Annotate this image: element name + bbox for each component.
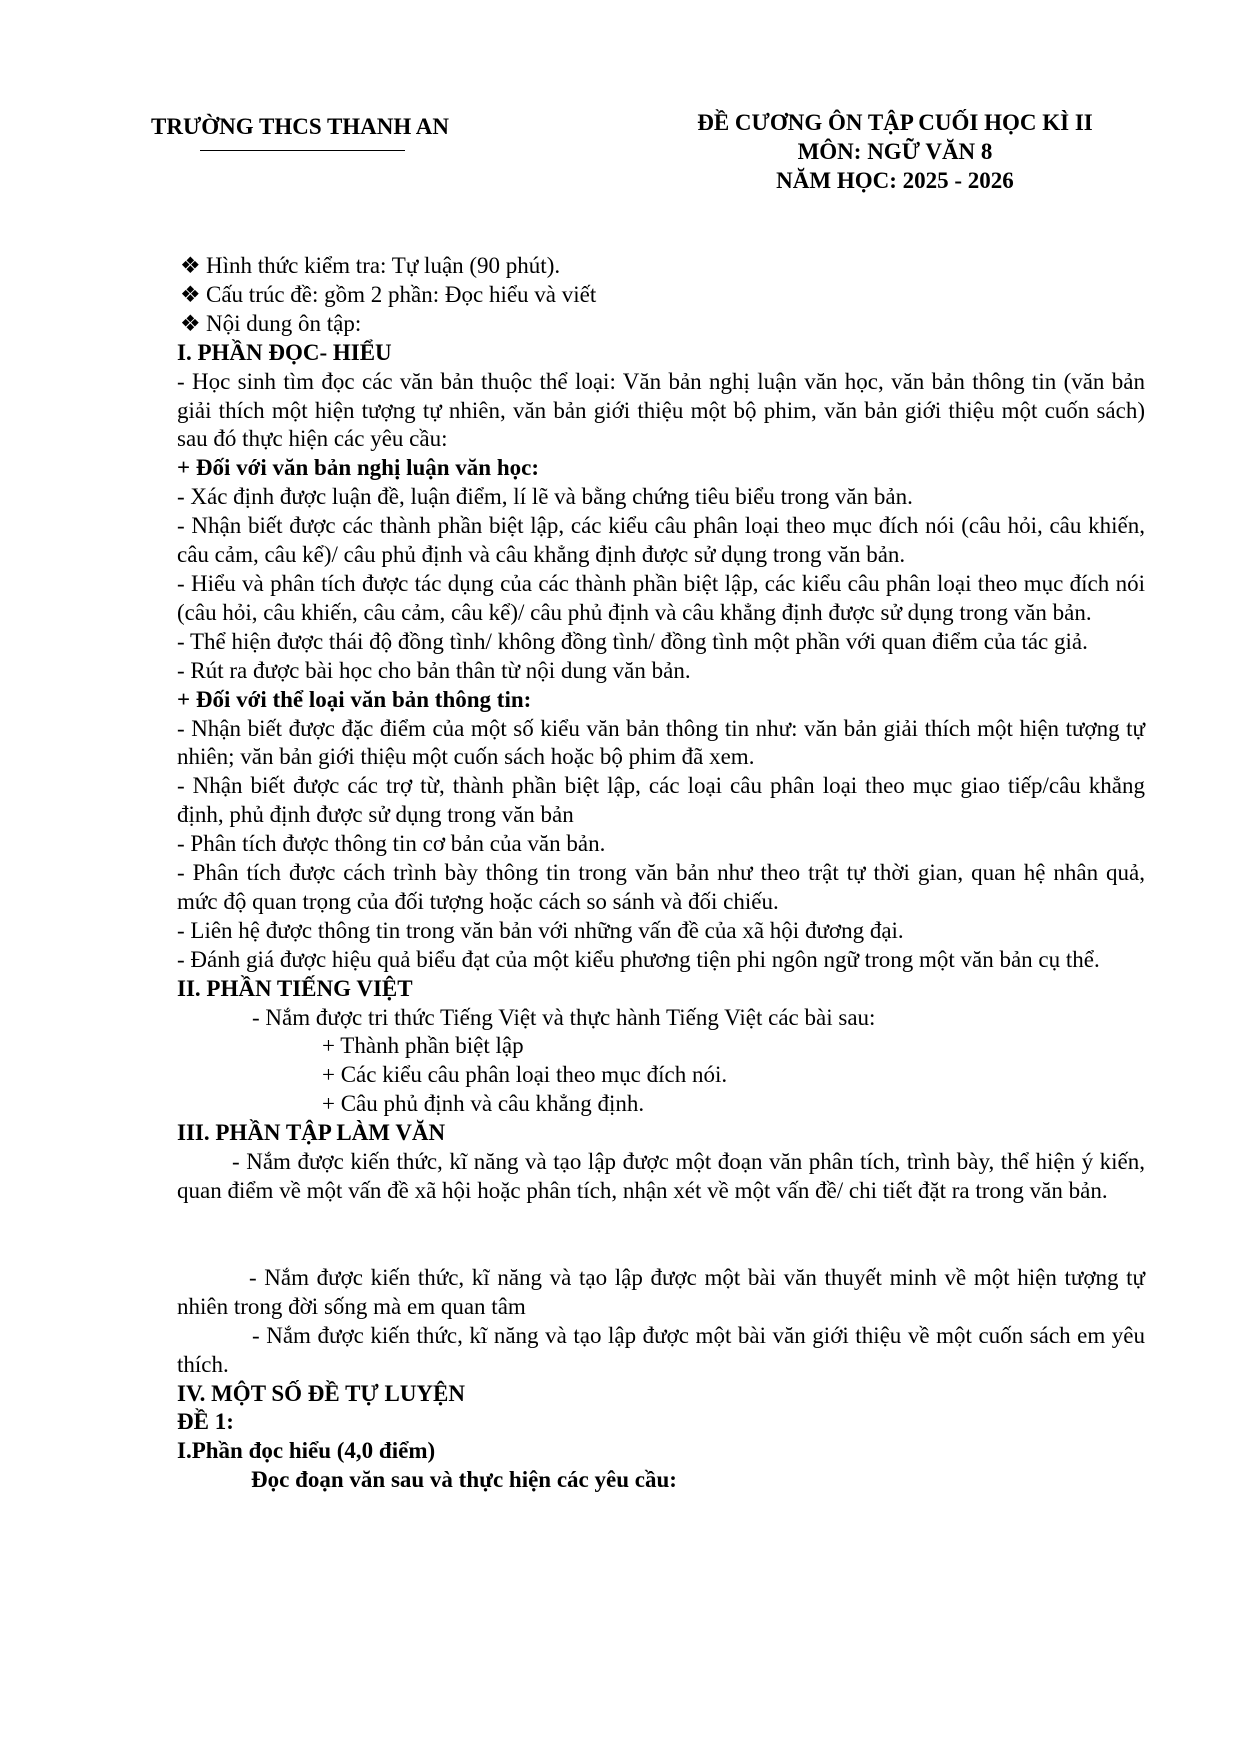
section-heading: III. PHẦN TẬP LÀM VĂN: [177, 1120, 446, 1146]
diamond-bullet-icon: ❖: [180, 281, 201, 307]
paragraph: - Nắm được tri thức Tiếng Việt và thực hành Tiếng Việt các bài sau:: [252, 1004, 876, 1030]
list-item: - Nhận biết được các trợ từ, thành phần biệt lập, các loại câu phân loại theo mục giao tiếp/câu khẳng định, phủ định được sử dụng trong văn bản: [177, 773, 1145, 828]
list-item: + Các kiểu câu phân loại theo mục đích nói.: [322, 1062, 728, 1088]
bullet-item: [177, 310, 1145, 339]
list-item: - Nắm được kiến thức, kĩ năng và tạo lập được một bài văn thuyết minh về một hiện tượng tự nhiên trong đời sống mà em quan tâm: [177, 1264, 1145, 1319]
list-item: - Thể hiện được thái độ đồng tình/ không đồng tình/ đồng tình một phần với quan điểm của tác giả.: [177, 628, 1088, 654]
section-heading: IV. MỘT SỐ ĐỀ TỰ LUYỆN: [177, 1380, 465, 1406]
list-item: + Câu phủ định và câu khẳng định.: [322, 1091, 645, 1117]
exam-label: ĐỀ 1:: [177, 1409, 234, 1435]
section-heading: II. PHẦN TIẾNG VIỆT: [177, 975, 413, 1001]
part-heading: I.Phần đọc hiểu (4,0 điểm): [177, 1438, 436, 1464]
list-item: - Phân tích được cách trình bày thông tin trong văn bản như theo trật tự thời gian, quan hệ nhân quả, mức độ quan trọng của đối tượng hoặc cách so sánh và đối chiếu.: [177, 860, 1145, 914]
diamond-bullet-icon: ❖: [180, 253, 201, 278]
school-name: TRƯỜNG THCS THANH AN: [151, 114, 449, 139]
list-item: - Nắm được kiến thức, kĩ năng và tạo lập được một bài văn giới thiệu về một cuốn sách em yêu thích.: [177, 1322, 1145, 1377]
bullet-text: Hình thức kiểm tra: Tự luận (90 phút).: [206, 253, 561, 278]
bullet-text: Cấu trúc đề: gồm 2 phần: Đọc hiểu và viết: [206, 281, 597, 307]
blank-space: [177, 1206, 1145, 1264]
list-item: + Thành phần biệt lập: [322, 1033, 524, 1059]
subsection-heading: + Đối với văn bản nghị luận văn học:: [177, 455, 540, 481]
subject-line: MÔN: NGỮ VĂN 8: [797, 139, 993, 164]
list-item: - Nhận biết được đặc điểm của một số kiểu văn bản thông tin như: văn bản giải thích một hiện tượng tự nhiên; văn bản giới thiệu một cuốn sách hoặc bộ phim đã xem.: [177, 715, 1145, 770]
list-item: - Rút ra được bài học cho bản thân từ nội dung văn bản.: [177, 657, 691, 683]
diamond-bullet-icon: ❖: [180, 310, 201, 336]
list-item: - Liên hệ được thông tin trong văn bản với những vấn đề của xã hội đương đại.: [177, 917, 904, 943]
bullet-text: Nội dung ôn tập:: [206, 310, 362, 336]
document-title-line: ĐỀ CƯƠNG ÔN TẬP CUỐI HỌC KÌ II: [697, 110, 1093, 135]
document-title: [670, 108, 1120, 195]
paragraph: - Học sinh tìm đọc các văn bản thuộc thể loại: Văn bản nghị luận văn học, văn bản thông tin (văn bản giải thích một hiện tượng tự nhiên, văn bản giới thiệu một bộ phim, văn bản giới thiệu một cuốn sách) sau đó thực hiện các yêu cầu:: [177, 368, 1145, 452]
list-item: - Hiểu và phân tích được tác dụng của các thành phần biệt lập, các kiểu câu phân loại theo mục đích nói (câu hỏi, câu khiến, câu cảm, câu kể)/ câu phủ định và câu khẳng định được sử dụng trong văn bản.: [177, 570, 1145, 625]
bullet-item: [177, 281, 1145, 310]
list-item: - Nắm được kiến thức, kĩ năng và tạo lập được một đoạn văn phân tích, trình bày, thể hiện ý kiến, quan điểm về một vấn đề xã hội hoặc phân tích, nhận xét về một vấn đề/ chi tiết đặt ra trong văn bản.: [177, 1149, 1145, 1203]
section-heading: I. PHẦN ĐỌC- HIỂU: [177, 339, 392, 365]
instruction: Đọc đoạn văn sau và thực hiện các yêu cầu:: [251, 1467, 677, 1493]
list-item: - Đánh giá được hiệu quả biểu đạt của một kiểu phương tiện phi ngôn ngữ trong một văn bản cụ thể.: [177, 946, 1100, 972]
list-item: - Nhận biết được các thành phần biệt lập, các kiểu câu phân loại theo mục đích nói (câu hỏi, câu khiến, câu cảm, câu kể)/ câu phủ định và câu khẳng định được sử dụng trong văn bản.: [177, 513, 1145, 568]
document-body: [177, 252, 1145, 1495]
list-item: - Phân tích được thông tin cơ bản của văn bản.: [177, 831, 606, 857]
subsection-heading: + Đối với thể loại văn bản thông tin:: [177, 686, 532, 712]
bullet-item: [177, 252, 1145, 281]
list-item: - Xác định được luận đề, luận điểm, lí lẽ và bằng chứng tiêu biểu trong văn bản.: [177, 484, 913, 510]
school-name-underline: [200, 150, 405, 151]
school-year-line: NĂM HỌC: 2025 - 2026: [776, 168, 1014, 193]
